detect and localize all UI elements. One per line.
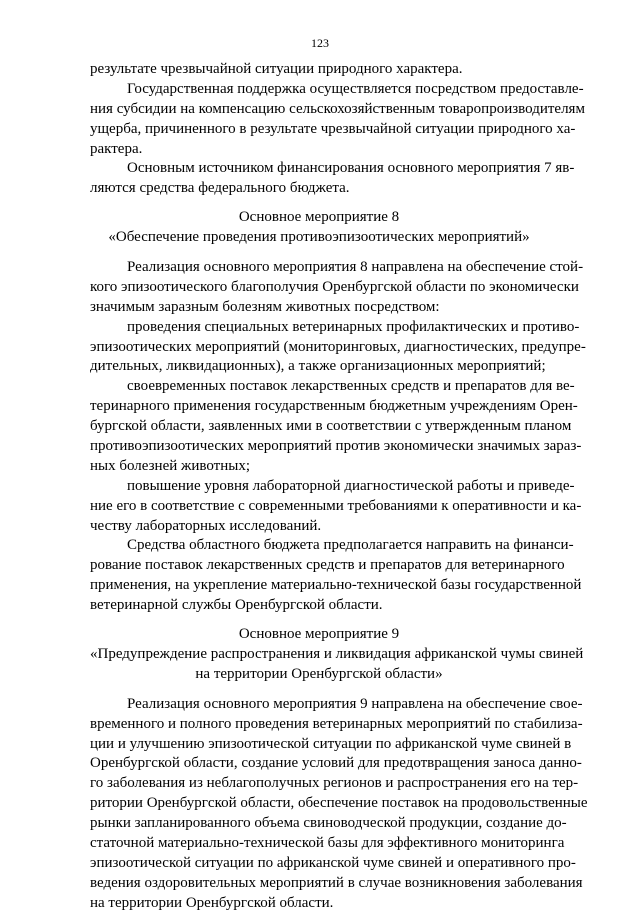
text-line: повышение уровня лабораторной диагностической работы и приведе- (127, 477, 575, 494)
text-line: значимым заразным болезням животных посредством: (90, 298, 440, 315)
text-line: теринарного применения государственным бюджетным учреждениям Орен- (90, 398, 578, 415)
section-9-heading (90, 625, 584, 685)
text-line: ритории Оренбургской области, обеспечение поставок на продовольственные (90, 795, 588, 812)
text-line: результате чрезвычайной ситуации природного характера. (90, 61, 463, 77)
section-subtitle: «Обеспечение проведения противоэпизоотических мероприятий» (108, 229, 530, 246)
text-line: Оренбургской области, создание условий для предотвращения заноса данно- (90, 755, 582, 772)
section-8-body (90, 258, 586, 616)
section-title: Основное мероприятие 9 (238, 626, 400, 643)
text-line: дительных, ликвидационных), а также организационных мероприятий; (90, 358, 546, 375)
text-line: ных болезней животных; (90, 457, 251, 474)
text-line: Средства областного бюджета предполагается направить на финанси- (127, 537, 574, 554)
intro-text (90, 60, 585, 199)
text-line: применения, на укрепление материально-технической базы государственной (90, 577, 582, 594)
text-line: ляются средства федерального бюджета. (90, 180, 350, 197)
text-line: Государственная поддержка осуществляется посредством предоставле- (127, 80, 584, 97)
text-line: честву лабораторных исследований. (90, 517, 322, 534)
text-line: временного и полного проведения ветеринарных мероприятий по стабилиза- (90, 715, 583, 732)
section-8-heading (90, 208, 548, 248)
text-line: противоэпизоотических мероприятий против экономически значимых зараз- (90, 438, 582, 455)
page-number: 123 (311, 36, 329, 50)
text-line: ние его в соответствие с современными требованиями к оперативности и ка- (90, 497, 582, 514)
text-line: Основным источником финансирования основного мероприятия 7 яв- (127, 160, 575, 177)
text-line: кого эпизоотического благополучия Оренбургской области по экономически (90, 278, 579, 295)
section-subtitle: на территории Оренбургской области» (195, 665, 443, 682)
text-line: рование поставок лекарственных средств и препаратов для ветеринарного (90, 557, 565, 574)
page-content (90, 60, 588, 914)
text-line: ведения оздоровительных мероприятий в случае возникновения заболевания (90, 874, 583, 891)
text-line: ущерба, причиненного в результате чрезвычайной ситуации природного ха- (90, 120, 576, 137)
text-line: бургской области, заявленных ими в соответствии с утвержденным планом (90, 418, 572, 435)
text-line: статочной материально-технической базы для эффективного мониторинга (90, 834, 565, 851)
text-line: рынки запланированного объема свиноводческой продукции, создание до- (90, 815, 567, 832)
text-line: эпизоотических мероприятий (мониторинговых, диагностических, предупре- (90, 338, 586, 355)
section-9-body (90, 695, 588, 914)
section-title: Основное мероприятие 8 (238, 209, 400, 226)
section-subtitle: «Предупреждение распространения и ликвидация африканской чумы свиней (90, 645, 584, 662)
text-line: ния субсидии на компенсацию сельскохозяйственным товаропроизводителям (90, 100, 585, 117)
text-line: ции и улучшению эпизоотической ситуации по африканской чуме свиней в (90, 735, 572, 752)
text-line: рактера. (90, 140, 143, 157)
text-line: ветеринарной службы Оренбургской области. (90, 597, 383, 614)
text-line: проведения специальных ветеринарных профилактических и противо- (127, 318, 580, 335)
text-line: на территории Оренбургской области. (90, 894, 334, 911)
text-line: эпизоотической ситуации по африканской чуме свиней и оперативного про- (90, 854, 576, 871)
text-line: Реализация основного мероприятия 8 направлена на обеспечение стой- (127, 259, 584, 276)
text-line: го заболевания из неблагополучных регионов и распространения его на тер- (90, 775, 579, 792)
text-line: Реализация основного мероприятия 9 направлена на обеспечение свое- (127, 695, 583, 712)
text-line: своевременных поставок лекарственных средств и препаратов для ве- (127, 378, 575, 395)
